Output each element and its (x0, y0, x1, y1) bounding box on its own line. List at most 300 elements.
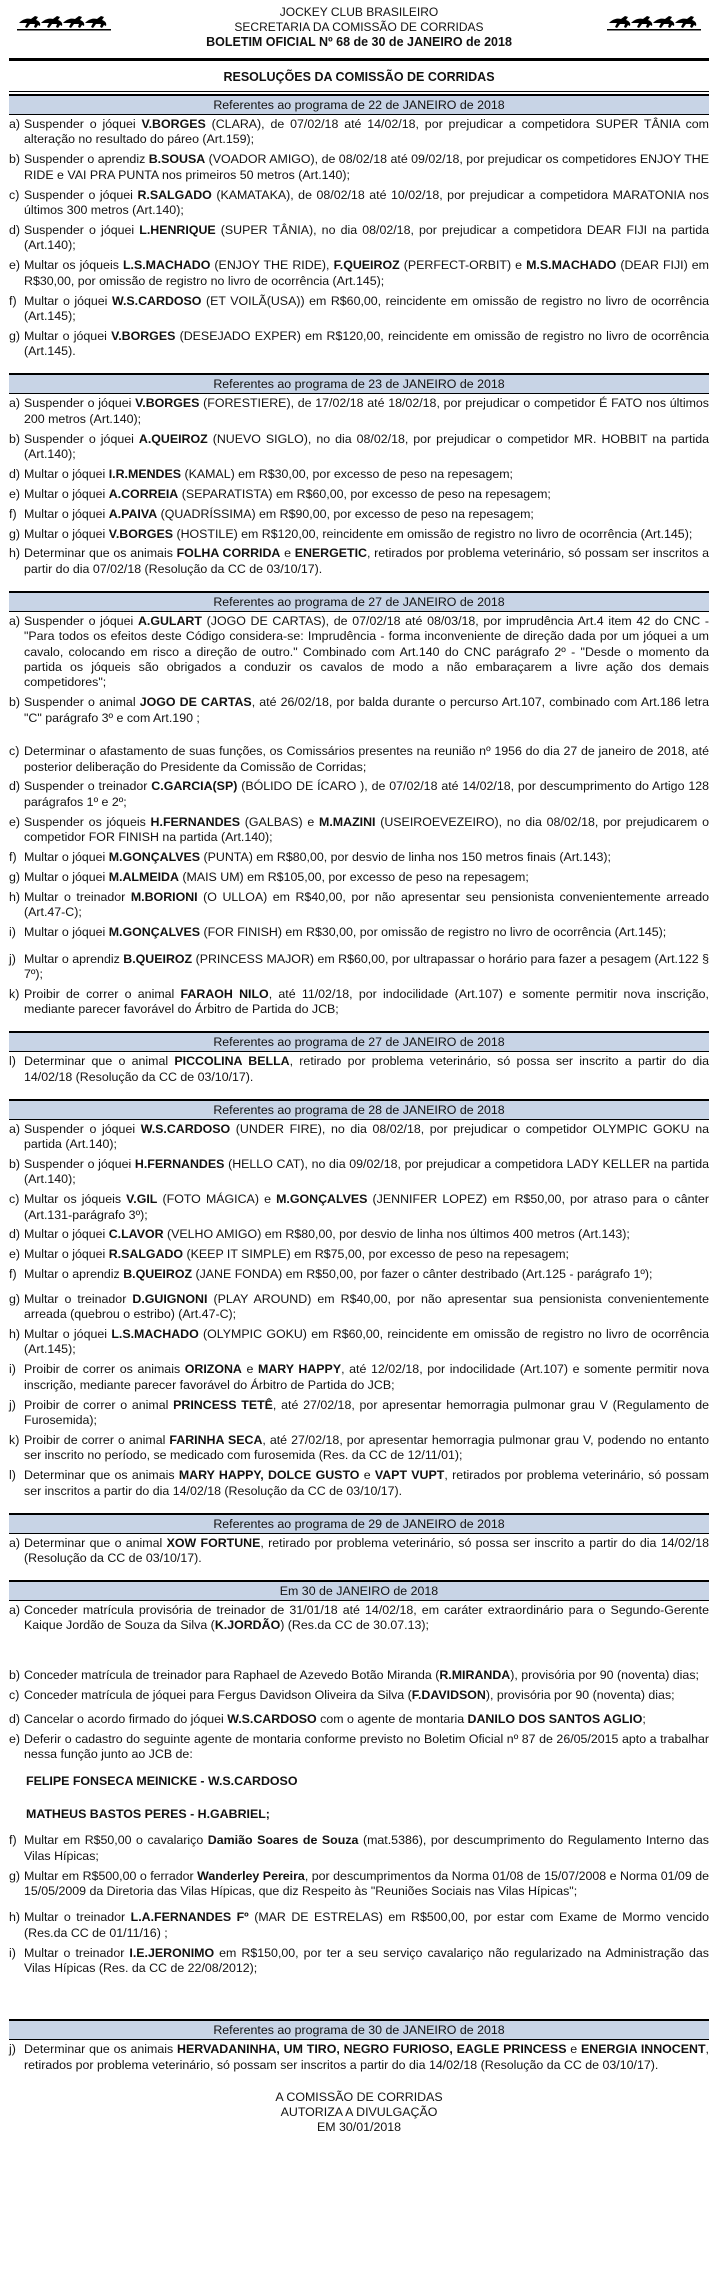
item-text-run: ) (Res.da CC de 30.07.13); (280, 1618, 429, 1633)
item-text (24, 1362, 709, 1393)
item-text-run: (VOADOR AMIGO), de 08/02/18 até 09/02/18, por prejudicar os competidores ENJOY THE RIDE e VAI PRA PUNTA nos primeiros 50 metros (Art.140); (24, 152, 709, 182)
item-letter: g) (9, 1291, 21, 1306)
item-text-run: Multar o jóquei (24, 328, 112, 343)
item-text-run: em R$150,00, por ter a seu serviço cavalariço não regularizado na Administração das Vilas Hípicas (Res. da CC de 22/08/2012); (24, 1945, 709, 1976)
item-text (24, 1946, 709, 1977)
item-text-run: (FORESTIERE), de 17/02/18 até 18/02/18, por prejudicar o competidor É FATO nos últimos 200 metros (Art.140); (24, 396, 709, 426)
resolution-item (9, 1730, 709, 1765)
item-text-run: (DEAR FIJI) em R$30,00, por omissão de registro no livro de ocorrência (Art.145); (24, 258, 709, 288)
item-letter: b) (9, 695, 21, 710)
item-text-run: (NUEVO SIGLO), no dia 08/02/18, por prejudicar o competidor MR. HOBBIT na partida (Art.140); (24, 431, 709, 461)
item-name: M.GONÇALVES (108, 850, 201, 865)
item-name: W.S.CARDOSO (227, 1711, 317, 1726)
item-name: L.HENRIQUE (139, 222, 216, 237)
item-letter: k) (9, 1432, 20, 1447)
item-letter: a) (9, 117, 21, 131)
item-text (24, 1122, 709, 1153)
item-text-run: Multar o jóquei (24, 1326, 112, 1341)
resolution-item (9, 186, 709, 221)
item-name: K.JORDÃO (214, 1618, 281, 1633)
resolution-item (9, 1265, 709, 1289)
resolution-item (9, 813, 709, 848)
item-text-run: Multar os jóqueis (24, 258, 123, 273)
item-text (24, 487, 709, 502)
resolution-item (9, 1190, 709, 1225)
item-text (24, 870, 709, 885)
item-name: A.CORREIA (108, 486, 179, 501)
item-text-run: , até 12/02/18, por indocilidade (Art.107) e somente permitir nova inscrição, mediante parecer favorável do Árbitro de Partida do JCB; (24, 1362, 710, 1392)
department-name: SECRETARIA DA COMISSÃO DE CORRIDAS (234, 20, 484, 34)
item-text-run: Proibir de correr o animal (24, 986, 181, 1001)
item-text-run: Multar o jóquei (24, 850, 109, 865)
item-letter: k) (9, 986, 20, 1001)
item-text-run: Multar o jóquei (24, 466, 109, 481)
item-text-run: Multar o treinador (24, 889, 131, 904)
item-text (24, 223, 709, 254)
item-letter: f) (9, 1267, 17, 1282)
item-text (24, 1833, 709, 1864)
resolution-item (9, 115, 709, 150)
resolution-item (9, 868, 709, 888)
item-letter: h) (9, 1910, 21, 1925)
item-text-run: (PUNTA) em R$80,00, por desvio de linha nos 150 metros finais (Art.143); (200, 850, 611, 865)
resolution-item (9, 1290, 709, 1325)
item-text (24, 1267, 709, 1282)
item-name: V.GIL (126, 1192, 158, 1207)
item-text-run: Suspender o jóquei (24, 222, 140, 237)
item-letter: f) (9, 850, 17, 865)
item-name: F.DAVIDSON (411, 1687, 486, 1702)
item-text-run: (SEPARATISTA) em R$60,00, por excesso de peso na repesagem; (178, 486, 551, 501)
item-text-run: , por descumprimentos da Norma 01/08 de 15/07/2008 e Norma 01/09 de 15/05/2009 da Diretoria das Vilas Hípicas, que diz Respeito às "Reuniões Sociais nas Vilas Hípicas"; (24, 1868, 709, 1898)
item-name: I.E.JERONIMO (129, 1945, 215, 1960)
resolution-item (9, 525, 709, 545)
item-text (24, 1292, 709, 1323)
section-heading: Em 30 de JANEIRO de 2018 (9, 1580, 709, 1601)
org-name: JOCKEY CLUB BRASILEIRO (279, 5, 439, 19)
header (9, 0, 709, 58)
item-letter: e) (9, 1731, 21, 1746)
resolution-item (9, 1225, 709, 1245)
resolution-item (9, 777, 709, 812)
item-text-run: (VELHO AMIGO) em R$80,00, por desvio de linha nos últimos 400 metros (Art.143); (163, 1227, 630, 1242)
resolution-item (9, 1944, 709, 2009)
item-name: M.S.MACHADO (526, 258, 617, 273)
item-letter: b) (9, 152, 21, 167)
resolution-item (9, 1831, 709, 1866)
item-text-run: (KAMAL) em R$30,00, por excesso de peso na repesagem; (181, 466, 513, 481)
item-text-run: Proibir de correr os animais (24, 1362, 185, 1377)
item-letter: e) (9, 258, 21, 273)
item-text (24, 546, 709, 577)
item-letter: a) (9, 1602, 21, 1617)
item-name: PRINCESS TETÊ (173, 1397, 273, 1412)
agent-entry: FELIPE FONSECA MEINICKE - W.S.CARDOSO (26, 1774, 298, 1789)
resolution-item (9, 1052, 709, 1087)
item-letter: d) (9, 466, 21, 481)
resolution-item (9, 950, 709, 985)
resolution-section (9, 1099, 709, 1502)
item-name: W.S.CARDOSO (140, 1121, 231, 1136)
item-letter: a) (9, 1535, 21, 1550)
item-text-run: Determinar que os animais (24, 1468, 179, 1483)
item-text-run: Suspender o treinador (24, 779, 152, 794)
item-letter: b) (9, 1667, 21, 1682)
item-text (24, 1157, 709, 1188)
item-name: A.QUEIROZ (138, 431, 208, 446)
resolution-item (9, 985, 709, 1020)
item-text-run: (JENNIFER LOPEZ) em R$50,00, por atraso para o cânter (Art.131-parágrafo 3º); (24, 1192, 709, 1222)
item-text (24, 117, 709, 148)
resolution-item (9, 923, 709, 949)
item-text-run: (OLYMPIC GOKU) em R$60,00, reincidente em omissão de registro no livro de ocorrência (Art.145); (24, 1326, 710, 1357)
resolution-section (9, 94, 709, 362)
resolution-item (9, 1867, 709, 1909)
item-name: FARINHA SECA (169, 1432, 263, 1447)
resolution-item (9, 221, 709, 256)
item-name: M.BORIONI (130, 889, 198, 904)
item-letter: l) (9, 1054, 16, 1069)
resolution-section (9, 591, 709, 1020)
item-name: B.SOUSA (148, 152, 206, 167)
item-text-run: e (359, 1468, 375, 1483)
item-text-run: Cancelar o acordo firmado do jóquei (24, 1711, 228, 1726)
item-text-run: ), provisória por 90 (noventa) dias; (510, 1667, 699, 1682)
header-lines (9, 0, 709, 50)
item-text (24, 614, 709, 691)
resolution-item (9, 693, 709, 742)
item-name: XOW FORTUNE (166, 1535, 261, 1550)
item-text (24, 527, 709, 542)
item-text-run: Suspender o jóquei (24, 431, 139, 446)
section-heading: Referentes ao programa de 23 de JANEIRO de 2018 (9, 373, 709, 394)
item-name: B.QUEIROZ (123, 951, 193, 966)
item-name: M.ALMEIDA (108, 869, 179, 884)
item-text (24, 815, 709, 846)
item-name: Wanderley Pereira (197, 1868, 305, 1883)
item-text-run: Determinar que o animal (24, 1535, 167, 1550)
item-text-run: (JANE FONDA) em R$50,00, por fazer o cânter destribado (Art.125 - parágrafo 1º); (192, 1267, 653, 1282)
item-text-run: ), provisória por 90 (noventa) dias; (485, 1687, 675, 1702)
item-name: L.S.MACHADO (111, 1326, 199, 1341)
item-letter: g) (9, 1868, 21, 1883)
item-text-run: , até 27/02/18, por apresentar hemorragia pulmonar grau V, podendo no entanto ser inscrito no período, se medicado com furosemida (Res. da CC de 12/11/01); (24, 1432, 709, 1463)
item-name: R.SALGADO (108, 1247, 184, 1262)
resolution-section (9, 2019, 709, 2075)
item-text-run: (MAIS UM) em R$105,00, por excesso de peso na repesagem; (178, 869, 529, 884)
section-heading: Referentes ao programa de 28 de JANEIRO de 2018 (9, 1099, 709, 1120)
item-text-run: Multar o aprendiz (24, 951, 124, 966)
item-letter: h) (9, 546, 21, 561)
item-letter: i) (9, 1945, 16, 1960)
item-letter: d) (9, 222, 21, 237)
item-text-run: (SUPER TÂNIA), no dia 08/02/18, por prejudicar a competidora DEAR FIJI na partida (Art.140); (24, 222, 709, 253)
item-text-run: , até 11/02/18, por indocilidade (Art.107) e somente permitir nova inscrição, mediante parecer favorável do Árbitro de Partida do JCB; (24, 986, 710, 1017)
resolution-item (9, 1466, 709, 1501)
section-heading: Referentes ao programa de 27 de JANEIRO de 2018 (9, 1031, 709, 1052)
resolution-item (9, 2040, 709, 2075)
item-text (24, 432, 709, 463)
item-letter: d) (9, 1227, 21, 1242)
item-letter: h) (9, 889, 21, 904)
item-name: L.S.MACHADO (122, 258, 211, 273)
section-heading: Referentes ao programa de 22 de JANEIRO de 2018 (9, 94, 709, 115)
item-text (24, 1688, 709, 1703)
item-text-run: (PERFECT-ORBIT) e (399, 258, 527, 273)
item-letter: e) (9, 486, 21, 501)
item-text-run: (UNDER FIRE), no dia 08/02/18, por prejudicar o competidor OLYMPIC GOKU na partida (Art.140); (24, 1121, 709, 1151)
item-text (24, 258, 709, 289)
section-gap (9, 1569, 709, 1578)
item-text-run: , retirados por problema veterinário, só possam ser inscritos a partir do dia 14/02/18 (Resolução da CC de 03/10/17). (24, 2042, 709, 2072)
item-text-run: Multar o jóquei (24, 526, 109, 541)
item-text-run: Multar o treinador (24, 1291, 133, 1306)
item-name: V.BORGES (111, 328, 176, 343)
item-text (24, 890, 709, 921)
item-text (24, 779, 709, 810)
section-gap (9, 1020, 709, 1029)
item-letter: d) (9, 779, 21, 794)
resolutions-body (9, 94, 709, 2076)
section-gap (9, 362, 709, 371)
item-text-run: , até 26/02/18, por balda durante o percurso Art.107, combinado com Art.186 letra "C" parágrafo 3º e com Art.190 ; (24, 695, 709, 725)
title-divider (9, 91, 709, 92)
item-name: C.LAVOR (108, 1227, 164, 1242)
resolution-item (9, 150, 709, 185)
item-text-run: (CLARA), de 07/02/18 até 14/02/18, por prejudicar a competidora SUPER TÂNIA com alteração no resultado do páreo (Art.159); (24, 117, 709, 147)
item-text-run: , até 27/02/18, por apresentar hemorragia pulmonar grau V (Regulamento de Furosemida); (24, 1397, 710, 1427)
resolution-item (9, 1120, 709, 1155)
item-letter: d) (9, 1711, 21, 1726)
item-name: MARY HAPPY (258, 1362, 342, 1377)
item-text-run: Suspender o jóquei (24, 1156, 135, 1171)
resolution-item (9, 848, 709, 868)
item-text (24, 1327, 709, 1358)
item-letter: f) (9, 1833, 17, 1848)
item-letter: b) (9, 1156, 21, 1171)
section-gap (9, 580, 709, 589)
item-text-run: (PLAY AROUND) em R$40,00, por não apresentar sua pensionista convenientemente arreada (quebrou o estribo) (Art.47-C); (24, 1291, 709, 1322)
item-text (24, 294, 709, 325)
item-text (24, 1910, 709, 1941)
item-text-run: Suspender o jóquei (24, 187, 138, 202)
footer-line-3: EM 30/01/2018 (316, 2119, 402, 2134)
item-text-run: com o agente de montaria (316, 1711, 468, 1726)
item-name: JOGO DE CARTAS (139, 695, 252, 710)
item-name: HERVADANINHA, UM TIRO, NEGRO FURIOSO, EAGLE PRINCESS (177, 2042, 567, 2057)
item-text-run: Multar em R$500,00 o ferrador (24, 1868, 198, 1883)
resolution-section (9, 1031, 709, 1087)
item-letter: h) (9, 1326, 21, 1341)
item-text-run: (HOSTILE) em R$120,00, reincidente em omissão de registro no livro de ocorrência (Art.145); (173, 526, 693, 541)
resolution-item (9, 1431, 709, 1466)
item-text-run: Multar o jóquei (24, 869, 109, 884)
item-name: A.PAIVA (108, 506, 158, 521)
item-text-run: (ENJOY THE RIDE), (210, 258, 334, 273)
resolution-item (9, 1666, 709, 1686)
section-gap (9, 1502, 709, 1511)
item-text-run: , retirados por problema veterinário, só possam ser inscritos a partir do dia 14/02/18 (Resolução da CC de 03/10/17). (24, 1468, 709, 1498)
item-text (24, 152, 709, 183)
item-text (24, 1247, 709, 1262)
resolution-item (9, 430, 709, 465)
item-text-run: , retirados por problema veterinário, só possam ser inscritos a partir do dia 07/02/18 (Resolução da CC de 03/10/17). (24, 546, 709, 576)
item-text-run: (HELLO CAT), no dia 09/02/18, por prejudicar a competidora LADY KELLER na partida (Art.140); (24, 1156, 709, 1187)
item-name: V.BORGES (108, 526, 173, 541)
item-name: Damião Soares de Souza (207, 1833, 359, 1848)
item-text (24, 1227, 709, 1242)
resolution-item (9, 505, 709, 525)
item-name: A.GULART (137, 613, 202, 628)
item-text (24, 744, 709, 775)
item-letter: a) (9, 613, 21, 628)
resolution-item (9, 1396, 709, 1431)
section-gap (9, 1088, 709, 1097)
item-text (24, 1668, 709, 1683)
section-heading: Referentes ao programa de 27 de JANEIRO de 2018 (9, 591, 709, 612)
item-name: H.FERNANDES (134, 1156, 225, 1171)
item-text-run: Multar o jóquei (24, 925, 109, 940)
section-gap (9, 2008, 709, 2017)
resolution-item (9, 256, 709, 291)
resolution-item (9, 888, 709, 923)
item-letter: f) (9, 293, 17, 308)
resolution-item (9, 394, 709, 429)
item-text-run: Suspender o jóquei (24, 396, 136, 411)
item-text-run: Proibir de correr o animal (24, 1397, 174, 1412)
item-text (24, 1732, 709, 1763)
item-letter: l) (9, 1468, 16, 1483)
item-text-run: (JOGO DE CARTAS), de 07/02/18 até 08/03/18, por imprudência Art.4 item 42 do CNC - "Para todos os efeitos deste Código considera-se: Imprudência - forma inconveniente de direção dada por um jóquei a um cavalo, colocando em risco a direção de outro." Combinado com Art.140 do CNC parágrafo 2º - "Desde o momento da partida os jóqueis são obrigados a conduzir os cavalos de modo a não embaraçarem a livre ação dos demais competidores"; (24, 613, 709, 690)
item-text-run: e (280, 546, 295, 561)
item-text (24, 1468, 709, 1499)
item-text-run: (BÓLIDO DE ÍCARO ), de 07/02/18 até 14/02/18, por descumprimento do Artigo 128 parágrafos 1º e 2º; (24, 779, 709, 809)
item-name: M.GONÇALVES (108, 925, 201, 940)
item-letter: b) (9, 431, 21, 446)
item-name: ENERGIA INNOCENT (581, 2042, 706, 2057)
item-name: VAPT VUPT (374, 1468, 445, 1483)
item-text-run: Multar o treinador (24, 1945, 130, 1960)
item-text-run: (ET VOILÃ(USA)) em R$60,00, reincidente em omissão de registro no livro de ocorrência (Art.145); (24, 293, 710, 323)
item-name: ENERGETIC (294, 546, 367, 561)
bulletin-title: BOLETIM OFICIAL Nº 68 de 30 de JANEIRO de 2018 (206, 35, 512, 49)
resolution-item (9, 327, 709, 362)
item-text-run: (mat.5386), por descumprimento do Regulamento Interno das Vilas Hípicas; (24, 1833, 709, 1863)
footer-line-2: AUTORIZA A DIVULGAÇÃO (280, 2104, 438, 2119)
horse-racing-icon (17, 9, 111, 31)
item-text (24, 188, 709, 219)
item-text-run: Determinar o afastamento de suas funções, os Comissários presentes na reunião nº 1956 do dia 27 de janeiro de 2018, até posterior deliberação do Presidente da Comissão de Corridas; (24, 744, 709, 774)
item-text-run: Suspender o jóquei (24, 117, 142, 131)
resolution-item (9, 1908, 709, 1943)
footer (9, 2076, 709, 2135)
horse-racing-icon (607, 9, 701, 31)
item-letter: f) (9, 506, 17, 521)
item-name: L.A.FERNANDES Fº (130, 1910, 249, 1925)
item-name: B.QUEIROZ (123, 1267, 193, 1282)
item-name: M.GONÇALVES (276, 1192, 368, 1207)
item-name: FOLHA CORRIDA (176, 546, 281, 561)
item-text-run: (O ULLOA) em R$40,00, por não apresentar seu pensionista convenientemente arreado (Art.47-C); (24, 889, 709, 920)
item-text-run: Multar o jóquei (24, 293, 112, 308)
item-name: V.BORGES (135, 396, 200, 411)
agent-entry: MATHEUS BASTOS PERES - H.GABRIEL; (26, 1807, 270, 1822)
item-text-run: Proibir de correr o animal (24, 1432, 170, 1447)
item-text-run: Multar o jóquei (24, 1227, 109, 1242)
resolution-item (9, 1325, 709, 1360)
item-text (24, 850, 709, 865)
item-text (24, 507, 709, 522)
item-letter: j) (9, 2042, 16, 2057)
item-letter: c) (9, 1192, 20, 1207)
item-letter: g) (9, 869, 21, 884)
item-text (24, 1536, 709, 1567)
item-text-run: , retirado por problema veterinário, só possa ser inscrito a partir do dia 14/02/18 (Resolução da CC de 03/10/17). (24, 1054, 709, 1084)
item-text-run: e (566, 2042, 582, 2057)
item-letter: j) (9, 1397, 16, 1412)
item-text (24, 1192, 709, 1223)
resolution-section (9, 1513, 709, 1569)
item-text (24, 695, 709, 726)
item-text-run: Conceder matrícula provisória de treinador de 31/01/18 até 14/02/18, em caráter extraordinário para o Segundo-Gerente Kaique Jordão de Souza da Silva ( (24, 1602, 709, 1633)
page-title: RESOLUÇÕES DA COMISSÃO DE CORRIDAS (223, 70, 495, 84)
item-text-run: Multar os jóqueis (24, 1192, 127, 1207)
item-text (24, 952, 709, 983)
item-letter: g) (9, 328, 21, 343)
resolution-item (9, 292, 709, 327)
item-text (24, 1398, 709, 1429)
item-text-run: (MAR DE ESTRELAS) em R$500,00, por estar com Exame de Mormo vencido (Res.da CC de 01/11/16) ; (24, 1910, 709, 1940)
item-text (24, 396, 709, 427)
resolution-item (9, 1710, 709, 1730)
item-letter: e) (9, 814, 21, 829)
item-text-run: Multar o jóquei (24, 506, 109, 521)
item-text (24, 925, 709, 940)
item-text (24, 467, 709, 482)
resolution-section (9, 1580, 709, 2009)
item-text-run: Suspender o jóquei (24, 613, 138, 628)
item-letter: i) (9, 1362, 16, 1377)
resolution-item (9, 1534, 709, 1569)
item-text-run: e (241, 1362, 258, 1377)
resolution-item (9, 1155, 709, 1190)
item-text-run: (FOR FINISH) em R$30,00, por omissão de registro no livro de ocorrência (Art.145); (200, 925, 667, 940)
item-text-run: Determinar que o animal (24, 1054, 175, 1069)
resolution-item (9, 485, 709, 505)
item-name: MARY HAPPY, DOLCE GUSTO (178, 1468, 360, 1483)
section-heading: Referentes ao programa de 29 de JANEIRO de 2018 (9, 1513, 709, 1534)
item-text-run: (FOTO MÁGICA) e (157, 1192, 277, 1207)
item-name: F.QUEIROZ (333, 258, 400, 273)
item-text-run: Multar o jóquei (24, 486, 109, 501)
item-text-run: Conceder matrícula de jóquei para Fergus Davidson Oliveira da Silva ( (24, 1687, 412, 1702)
item-name: ORIZONA (184, 1362, 242, 1377)
item-name: DANILO DOS SANTOS AGLIO (467, 1711, 643, 1726)
item-text-run: ; (642, 1711, 646, 1726)
item-text-run: Multar o treinador (24, 1910, 131, 1925)
resolution-item (9, 612, 709, 694)
item-text-run: (PRINCESS MAJOR) em R$60,00, por ultrapassar o horário para fazer a pesagem (Art.122 § 7º); (24, 951, 709, 981)
resolution-item (9, 1245, 709, 1265)
item-text-run: (GALBAS) e (240, 814, 320, 829)
item-text-run: Multar em R$50,00 o cavalariço (24, 1833, 208, 1848)
item-text (24, 1869, 709, 1900)
item-text-run: Suspender o aprendiz (24, 152, 149, 167)
item-letter: c) (9, 187, 20, 202)
item-letter: c) (9, 1687, 20, 1702)
item-text-run: Suspender o animal (24, 695, 140, 710)
item-letter: e) (9, 1247, 21, 1262)
